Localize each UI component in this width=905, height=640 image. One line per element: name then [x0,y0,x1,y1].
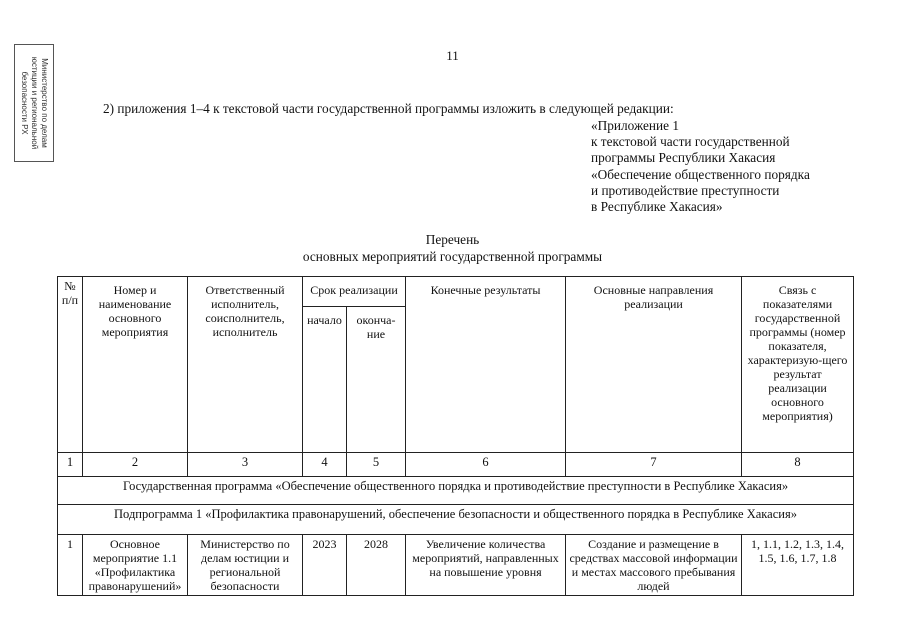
row-indicators: 1, 1.1, 1.2, 1.3, 1.4, 1.5, 1.6, 1.7, 1.8 [742,535,854,596]
column-number: 6 [406,453,566,477]
appendix-line: и противодействие преступности [591,182,780,198]
appendix-line: «Обеспечение общественного порядка [591,166,810,182]
row-number: 1 [58,535,83,596]
row-results: Увеличение количества мероприятий, направленных на повышение уровня [406,535,566,596]
row-directions: Создание и размещение в средствах массовой информации и местах массового пребывания людей [566,535,742,596]
row-executor: Министерство по делам юстиции и региональной безопасности [188,535,303,596]
column-number: 1 [58,453,83,477]
page-number: 11 [446,48,459,63]
table-row [58,535,854,596]
appendix-line: программы Республики Хакасия [591,150,776,166]
header-start: начало [303,307,347,453]
stamp-text: Министерство по делам юстиции и региональной безопасности РХ [20,56,49,150]
header-directions: Основные направления реализации [566,277,742,453]
row-start: 2023 [303,535,347,596]
column-number: 8 [742,453,854,477]
program-row: Государственная программа «Обеспечение общественного порядка и противодействие преступности в Республике Хакасия» [58,477,854,505]
appendix-line: к текстовой части государственной [591,134,790,150]
column-number: 3 [188,453,303,477]
column-number: 2 [83,453,188,477]
subprogram-row: Подпрограмма 1 «Профилактика правонарушений, обеспечение безопасности и общественного порядка в Республике Хакасия» [58,505,854,535]
row-measure-name: Основное мероприятие 1.1 «Профилактика правонарушений» [83,535,188,596]
row-end: 2028 [347,535,406,596]
column-number: 4 [303,453,347,477]
column-number: 5 [347,453,406,477]
title-line-1: Перечень [425,232,480,247]
header-executor: Ответственный исполнитель, соисполнитель, исполнитель [188,277,303,453]
header-end: оконча-ние [347,307,406,453]
measures-table [57,276,854,596]
intro-paragraph: 2) приложения 1–4 к текстовой части государственной программы изложить в следующей редакции: [103,101,674,116]
title-line-2: основных мероприятий государственной программы [302,249,603,264]
header-results: Конечные результаты [406,277,566,453]
header-period: Срок реализации [303,277,406,307]
document-title [0,231,905,265]
appendix-note [591,118,810,215]
header-number: № п/п [58,277,83,453]
header-indicators: Связь с показателями государственной программы (номер показателя, характеризую-щего результат реализации основного мероприятия) [742,277,854,453]
header-measure-name: Номер и наименование основного мероприятия [83,277,188,453]
appendix-line: в Республике Хакасия» [591,199,723,215]
column-number: 7 [566,453,742,477]
appendix-line: «Приложение 1 [591,118,679,133]
